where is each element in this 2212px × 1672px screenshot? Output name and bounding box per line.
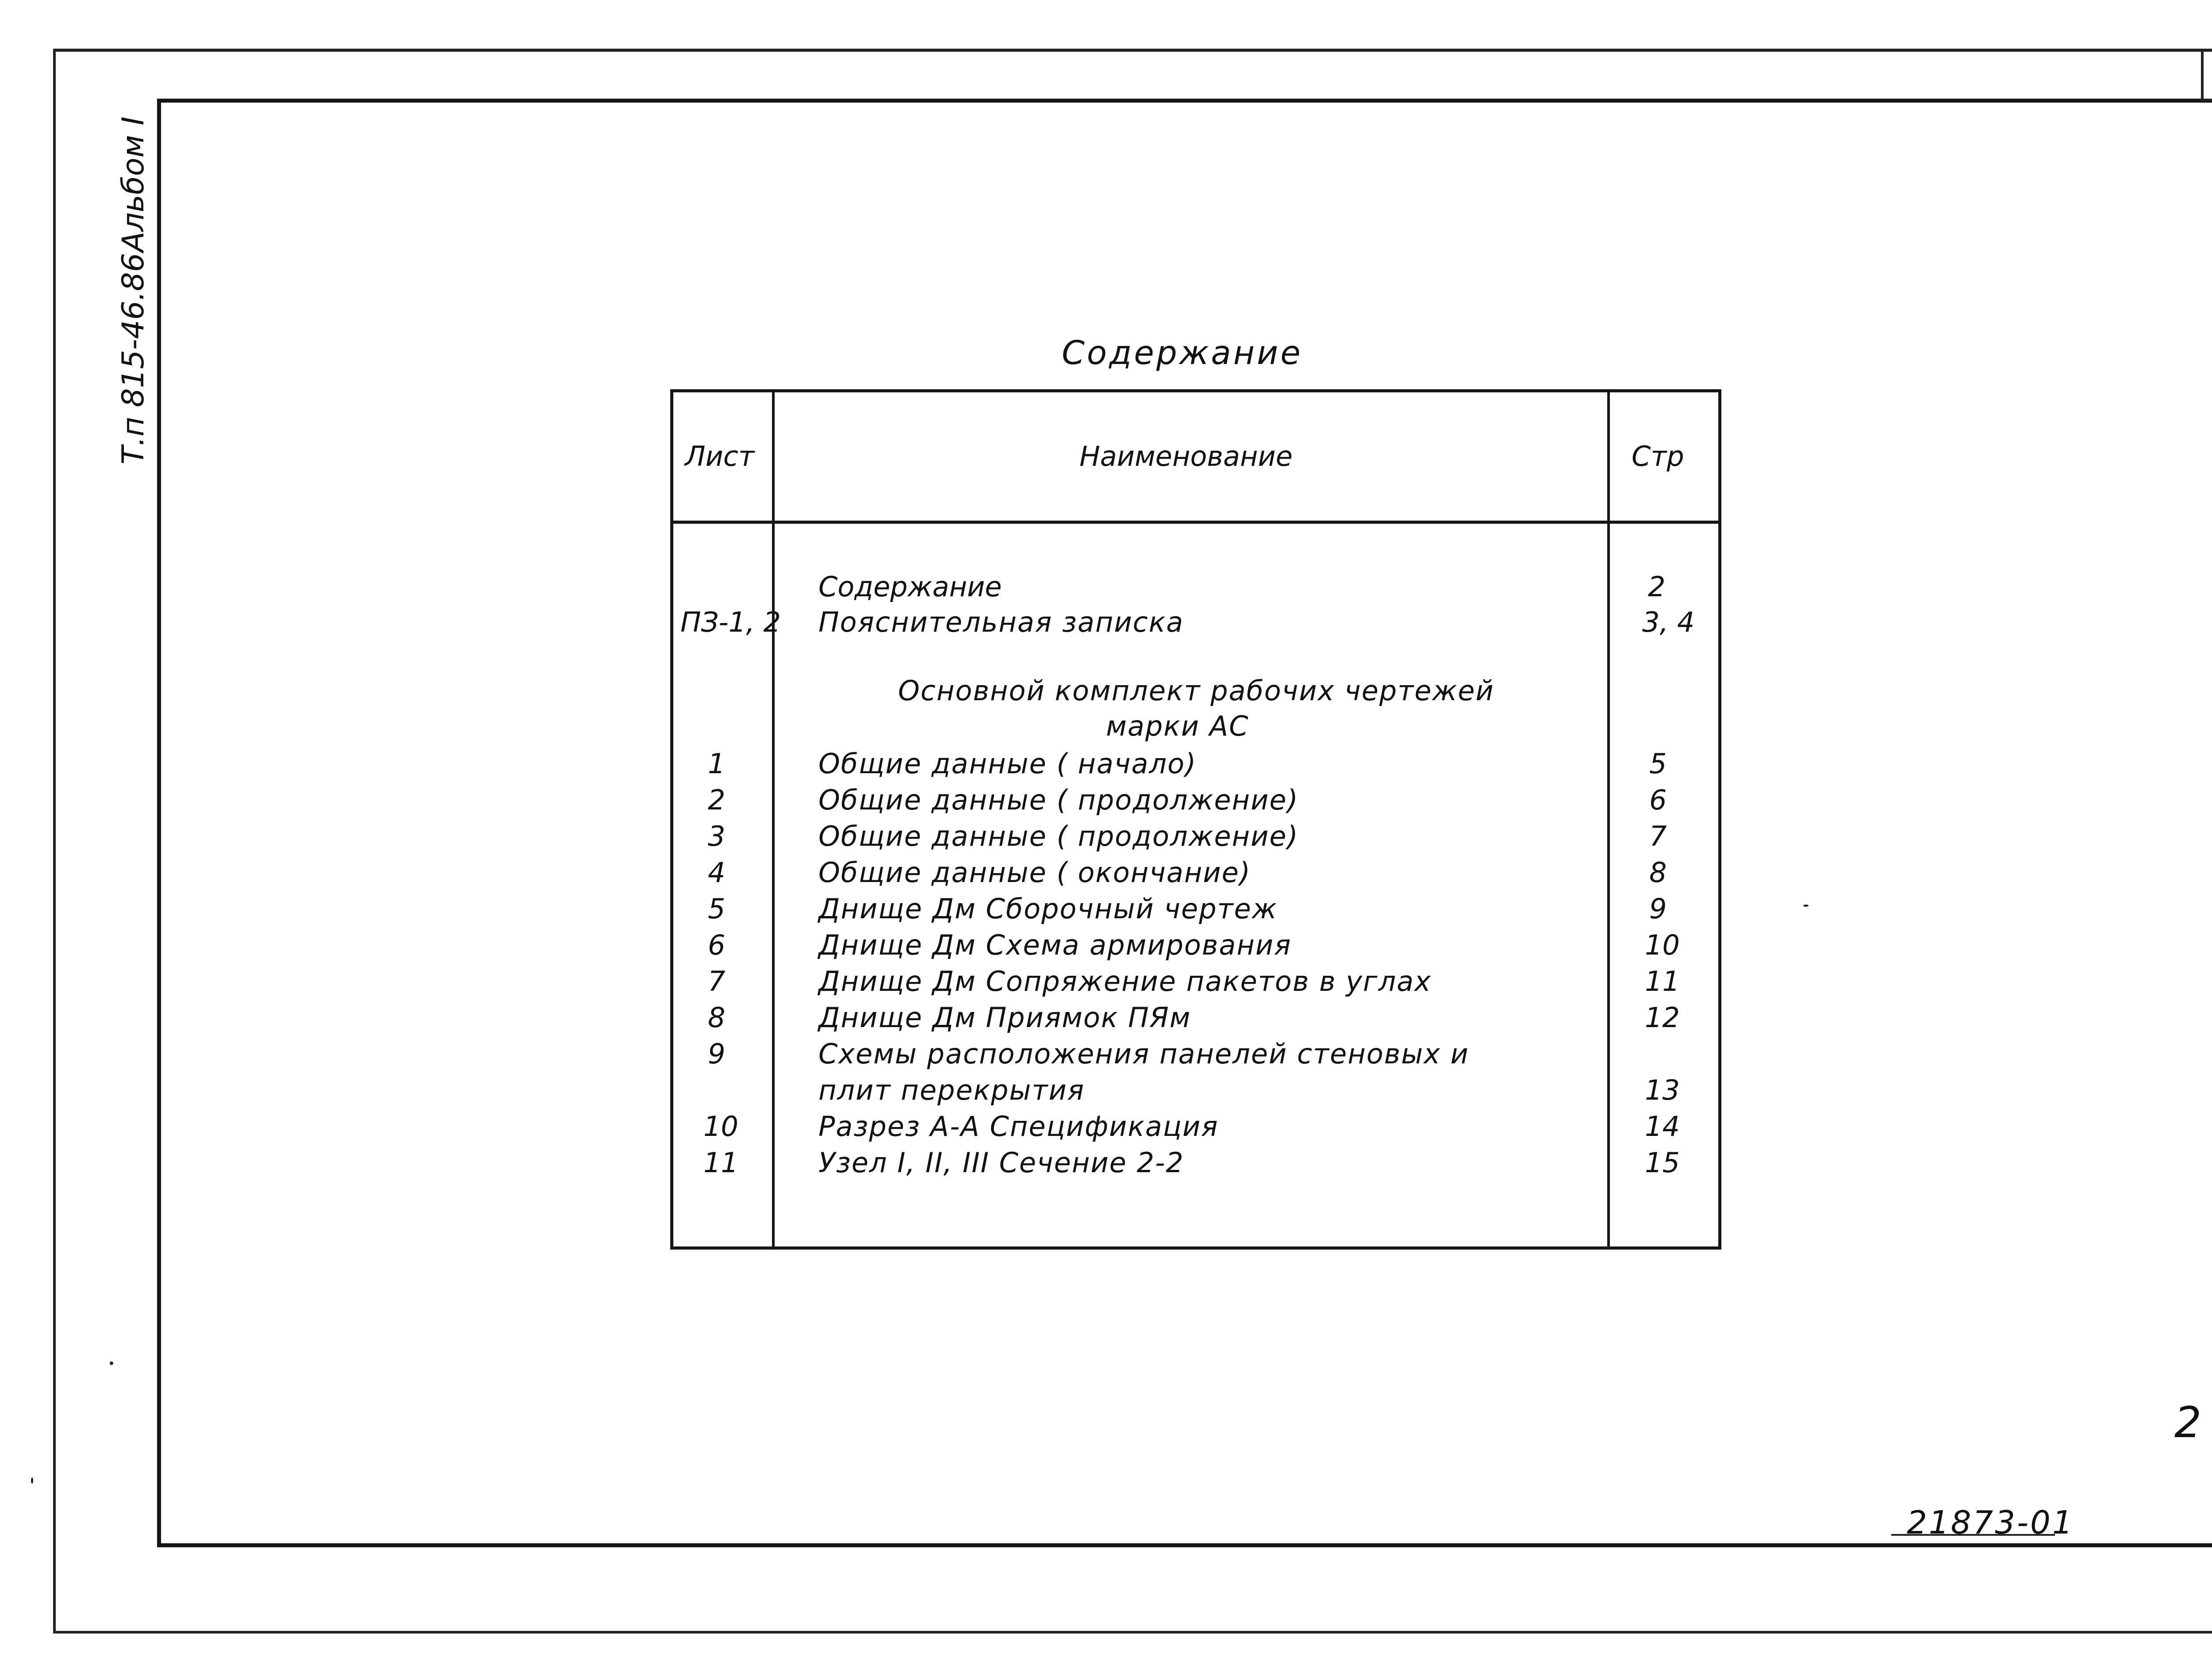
row-page: 13	[1645, 1074, 1680, 1106]
row-sheet: 8	[708, 1001, 726, 1034]
page-number-box-value	[2208, 58, 2212, 90]
header-sheet: Лист	[685, 440, 755, 472]
row-sheet: 7	[708, 965, 726, 997]
header-name: Наименование	[1079, 440, 1293, 472]
row-name: Днище Дм Сборочный чертеж	[818, 893, 1278, 925]
row-page: 11	[1645, 965, 1680, 997]
row-name: Общие данные ( начало)	[818, 748, 1197, 780]
row-name: Общие данные ( продолжение)	[818, 820, 1299, 852]
scan-speck	[31, 1477, 33, 1484]
scan-speck	[1803, 905, 1809, 907]
row-name: Общие данные ( продолжение)	[818, 784, 1299, 816]
row-sheet: 11	[703, 1147, 738, 1179]
row-page: 14	[1645, 1110, 1680, 1143]
row-page: 2	[1648, 571, 1666, 603]
row-sheet: ПЗ-1, 2	[680, 606, 781, 638]
row-sheet: 1	[708, 748, 726, 780]
row-sheet: 5	[708, 893, 726, 925]
section-heading: Основной комплект рабочих чертежей	[898, 675, 1494, 707]
row-name: Днище Дм Приямок ПЯм	[818, 1001, 1191, 1034]
row-page: 9	[1649, 893, 1667, 925]
row-name: Схемы расположения панелей стеновых и	[818, 1038, 1469, 1070]
column-divider-sheet	[772, 389, 775, 1250]
row-page: 12	[1645, 1001, 1680, 1034]
row-sheet: 10	[703, 1110, 738, 1143]
row-name: Узел I, II, III Сечение 2-2	[818, 1147, 1184, 1179]
row-page: 3, 4	[1642, 606, 1695, 638]
document-code-underline	[1891, 1534, 2055, 1536]
side-document-code: Т.п 815-46.86	[116, 253, 151, 464]
row-sheet: 4	[708, 856, 726, 889]
section-heading-continued: марки АС	[1106, 710, 1249, 742]
row-page: 15	[1645, 1147, 1680, 1179]
row-page: 6	[1649, 784, 1667, 816]
scan-speck	[110, 1361, 113, 1365]
row-sheet: 9	[708, 1038, 726, 1070]
row-sheet: 6	[708, 929, 726, 961]
row-name: Днище Дм Схема армирования	[818, 929, 1292, 961]
header-page: Стр	[1632, 440, 1684, 472]
row-sheet: 2	[708, 784, 726, 816]
row-page: 7	[1649, 820, 1667, 852]
row-name: плит перекрытия	[818, 1074, 1085, 1106]
page-title: Содержание	[1062, 334, 1303, 372]
corner-page-number: 2	[2174, 1398, 2202, 1447]
row-page: 10	[1645, 929, 1680, 961]
row-name: Разрез А-А Спецификация	[818, 1110, 1219, 1143]
row-page: 8	[1649, 856, 1667, 889]
header-divider	[670, 521, 1721, 524]
side-album-label: Альбом I	[116, 116, 151, 252]
column-divider-page	[1607, 389, 1610, 1250]
row-name: Общие данные ( окончание)	[818, 856, 1251, 889]
row-sheet: 3	[708, 820, 726, 852]
document-code: 21873-01	[1907, 1504, 2074, 1541]
row-name: Пояснительная записка	[818, 606, 1184, 638]
row-name: Содержание	[818, 571, 1002, 603]
row-page: 5	[1649, 748, 1667, 780]
row-name: Днище Дм Сопряжение пакетов в углах	[818, 965, 1432, 997]
